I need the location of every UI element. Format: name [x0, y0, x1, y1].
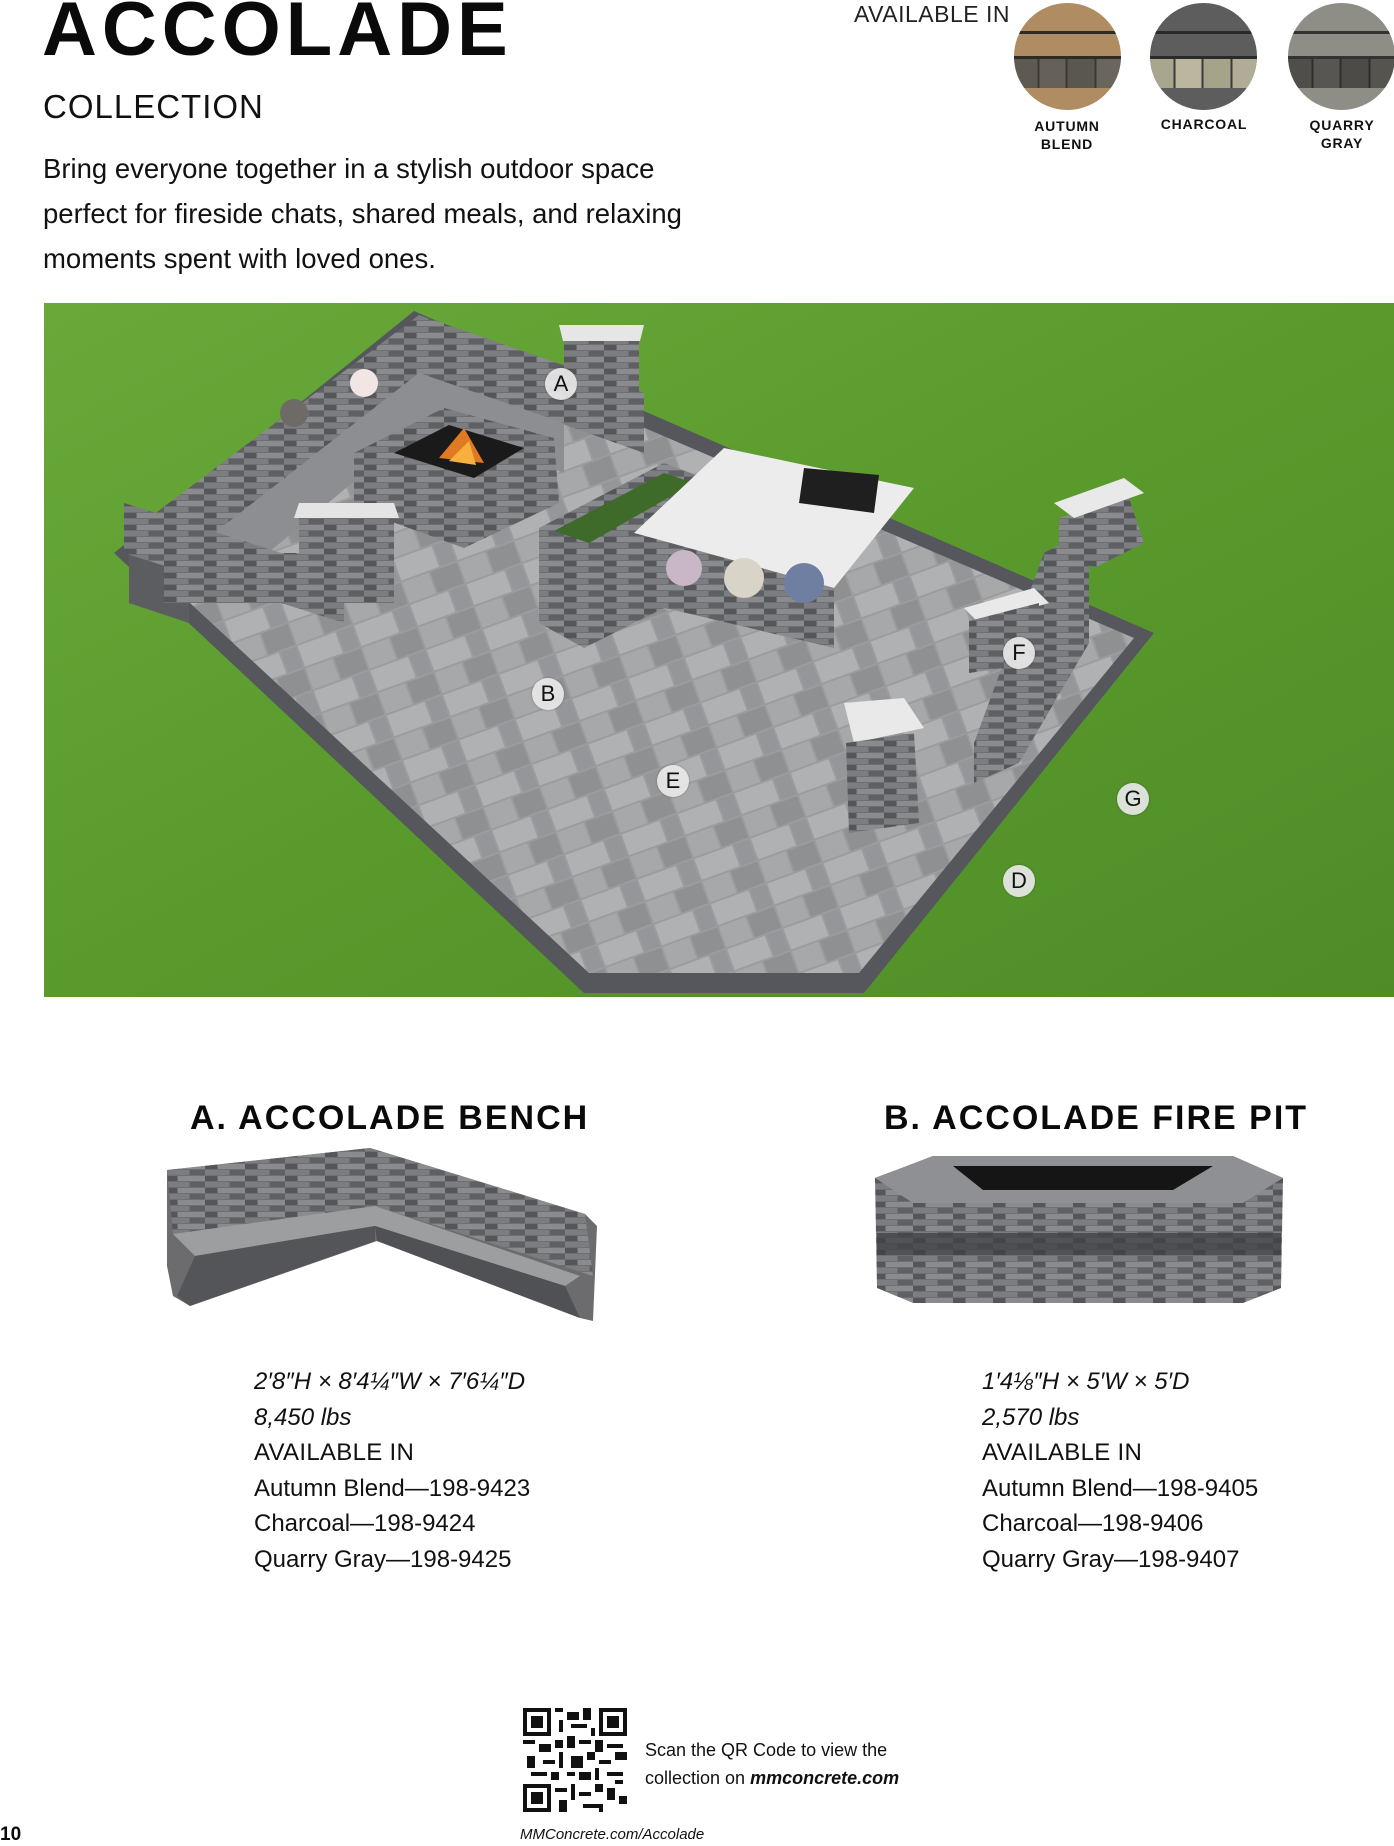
photo-marker-b: B — [532, 678, 564, 710]
swatch-label-line: GRAY — [1320, 135, 1364, 151]
bench-product-image — [165, 1146, 597, 1321]
fire-pit-available-label: AVAILABLE IN — [982, 1439, 1143, 1466]
fire-pit-sku-quarry-gray: Quarry Gray—198-9407 — [982, 1545, 1240, 1573]
bench-sku-autumn-blend: Autumn Blend—198-9423 — [254, 1474, 531, 1502]
swatch-label-quarry-gray — [1272, 116, 1394, 152]
bench-sku-charcoal: Charcoal—198-9424 — [254, 1510, 476, 1537]
swatch-label-line: AUTUMN — [1034, 118, 1100, 134]
fire-pit-sku-charcoal: Charcoal—198-9406 — [982, 1510, 1204, 1537]
page-number: 10 — [0, 1824, 22, 1845]
fire-pit-dimensions: 1′4⅛″H × 5′W × 5′D — [982, 1368, 1190, 1395]
photo-marker-d: D — [1003, 865, 1035, 897]
qr-code[interactable] — [523, 1708, 627, 1812]
qr-text-prefix: collection on — [645, 1768, 751, 1788]
product-title-fire-pit: B. ACCOLADE FIRE PIT — [884, 1099, 1309, 1137]
photo-marker-e: E — [657, 765, 689, 797]
fire-pit-weight: 2,570 lbs — [982, 1403, 1080, 1431]
photo-marker-a: A — [545, 368, 577, 400]
swatch-autumn-blend — [1014, 3, 1121, 110]
fire-pit-specs — [982, 1364, 1258, 1577]
swatch-label-autumn-blend — [997, 117, 1137, 153]
bench-sku-quarry-gray: Quarry Gray—198-9425 — [254, 1545, 512, 1573]
photo-marker-f: F — [1003, 637, 1035, 669]
fire-pit-product-image — [873, 1148, 1285, 1303]
swatch-label-line: BLEND — [1040, 136, 1094, 152]
patio-illustration — [44, 303, 1394, 997]
footer-url-link[interactable]: MMConcrete.com/Accolade — [520, 1826, 705, 1843]
collection-subtitle: COLLECTION — [43, 88, 264, 125]
product-title-bench: A. ACCOLADE BENCH — [190, 1099, 590, 1137]
collection-title: ACCOLADE — [42, 0, 513, 72]
swatch-label-charcoal — [1134, 115, 1274, 133]
hero-photo — [44, 303, 1394, 997]
fire-pit-sku-autumn-blend: Autumn Blend—198-9405 — [982, 1474, 1259, 1502]
qr-instructions — [645, 1736, 899, 1792]
bench-available-label: AVAILABLE IN — [254, 1439, 415, 1466]
swatch-quarry-gray — [1288, 3, 1394, 110]
qr-text-line2 — [645, 1764, 899, 1792]
qr-text-line1: Scan the QR Code to view the — [645, 1740, 888, 1760]
collection-description: Bring everyone together in a stylish outdoor space perfect for fireside chats, shared meals, and relaxing moments spent with loved ones. — [43, 153, 682, 274]
swatch-charcoal — [1150, 3, 1257, 110]
photo-marker-g: G — [1117, 783, 1149, 815]
swatch-label-line: CHARCOAL — [1160, 116, 1248, 132]
bench-specs — [254, 1364, 530, 1577]
bench-dimensions: 2′8″H × 8′4¼″W × 7′6¼″D — [254, 1368, 526, 1395]
bench-weight: 8,450 lbs — [254, 1403, 352, 1431]
available-in-heading: AVAILABLE IN — [854, 1, 1010, 27]
swatch-label-line: QUARRY — [1309, 117, 1375, 133]
website-link[interactable]: mmconcrete.com — [750, 1768, 900, 1788]
